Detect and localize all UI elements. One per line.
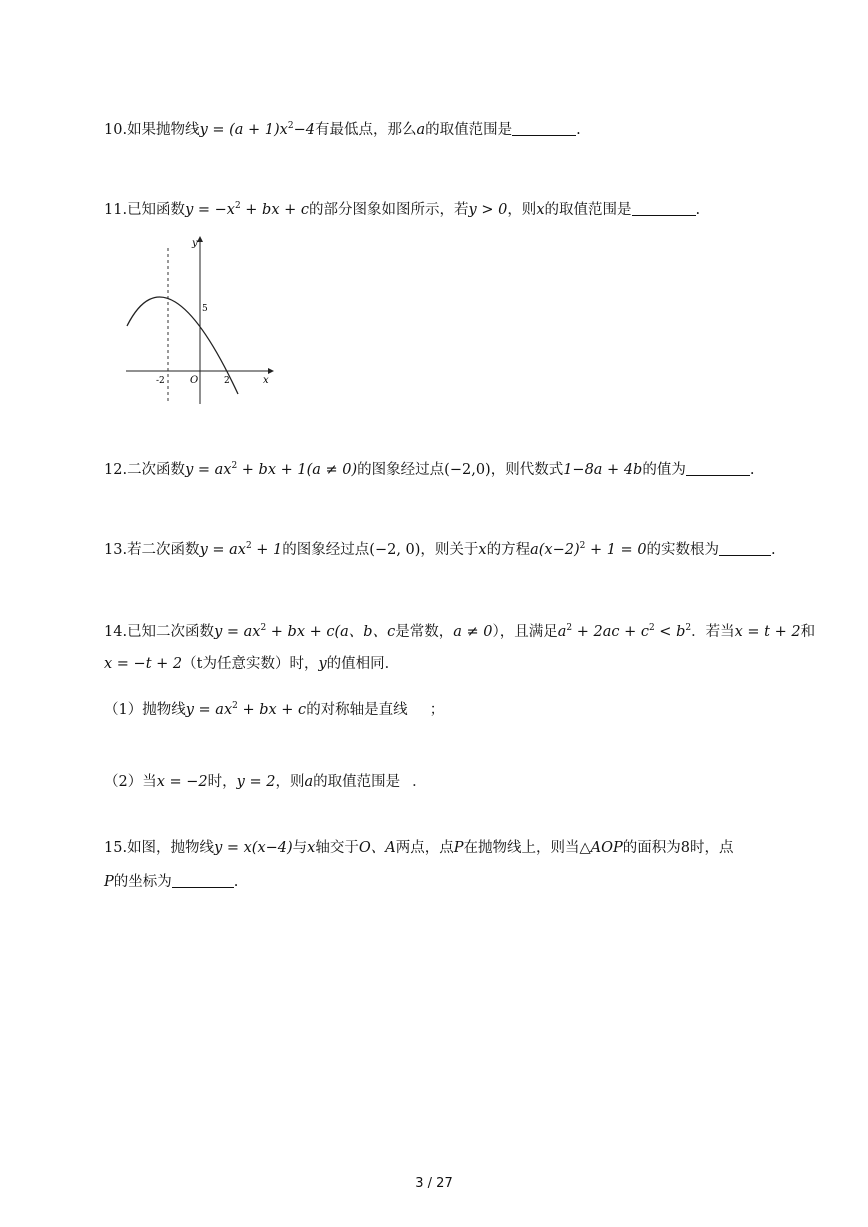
condition-x2: x = −t + 2 <box>104 656 183 672</box>
formula-tail: + 1 <box>251 542 283 558</box>
question-text: 如果抛物线 <box>127 122 200 138</box>
question-text: 是常数， <box>395 624 454 640</box>
question-text: 的值为 <box>642 462 686 478</box>
formula: y = (a + 1)x <box>199 122 288 138</box>
y-axis-label: y <box>192 238 198 249</box>
question-text: ．若当 <box>691 624 735 640</box>
x-axis-arrow <box>268 368 274 374</box>
question-text: 轴交于 <box>315 840 359 856</box>
x-axis-label: x <box>263 375 269 386</box>
variable: P <box>453 840 464 856</box>
answer-blank[interactable] <box>719 541 771 556</box>
formula: y = −x <box>185 202 235 218</box>
question-text: 如图，抛物线 <box>127 840 215 856</box>
formula-tail: + bx + c <box>237 702 307 718</box>
question-14: 14.已知二次函数$y = ax^2$ + bx + c(a、b、c是常数，a ≠ 0），且满足$a^2 + 2ac + c^2 < b^2$．若当x = t + 2和 <box>104 623 816 640</box>
question-text: 若二次函数 <box>127 542 200 558</box>
part-label: （2）当 <box>104 774 157 790</box>
question-text: 时， <box>207 774 237 790</box>
condition-x1: x = t + 2 <box>734 624 801 640</box>
question-text: （t为任意实数）时， <box>182 656 319 672</box>
answer-blank[interactable] <box>172 873 234 888</box>
formula: y = ax <box>214 624 261 640</box>
formula: y = ax <box>199 542 246 558</box>
tick-label-5: 5 <box>202 304 208 314</box>
question-text: 的图象经过点 <box>357 462 445 478</box>
variable: x <box>307 840 316 856</box>
question-14-line2 <box>104 654 399 674</box>
formula-tail: −4 <box>293 122 315 138</box>
question-text: 的对称轴是直线 <box>306 702 408 718</box>
point: (−2, 0) <box>369 542 421 558</box>
question-text: 的取值范围是 <box>425 122 513 138</box>
question-text: 的坐标为 <box>113 874 172 890</box>
question-text: 的面积为8时，点 <box>622 840 734 856</box>
question-number: 10. <box>104 122 128 138</box>
question-text: 的取值范围是 <box>313 774 401 790</box>
answer-blank[interactable] <box>512 121 576 136</box>
question-11: 11.已知函数$y = -x^2$ + bx + c的部分图象如图所示，若y > 0，则x的取值范围是 . <box>104 201 701 218</box>
question-text: 和 <box>800 624 816 640</box>
question-text: 两点，点 <box>395 840 454 856</box>
question-10: 10.如果抛物线$y = (a + 1)x^2-4$有最低点，那么a的取值范围是 . <box>104 121 581 138</box>
question-number: 13. <box>104 542 128 558</box>
question-12: 12.二次函数$y = ax^2$ + bx + 1(a ≠ 0)的图象经过点(−2,0)，则代数式1−8a + 4b的值为 . <box>104 461 755 478</box>
question-text: 二次函数 <box>127 462 186 478</box>
variable: x <box>478 542 487 558</box>
question-text: 的值相同． <box>326 656 400 672</box>
formula-tail: + bx + c <box>240 202 310 218</box>
question-number: 11. <box>104 202 128 218</box>
condition-x: x = −2 <box>156 774 208 790</box>
question-text: ，则代数式 <box>490 462 564 478</box>
question-number: 14. <box>104 624 128 640</box>
parabola-graph <box>122 234 274 408</box>
answer-blank[interactable] <box>632 201 696 216</box>
point: (−2,0) <box>444 462 491 478</box>
answer-blank[interactable] <box>686 461 750 476</box>
variable: x <box>536 202 545 218</box>
question-text: 的图象经过点 <box>282 542 370 558</box>
equation-tail: + 1 = 0 <box>585 542 647 558</box>
variable: a <box>416 122 426 138</box>
question-text: ，则 <box>275 774 305 790</box>
variable: y <box>318 656 327 672</box>
question-13: 13.若二次函数$y = ax^2 + 1$的图象经过点(−2, 0)，则关于x的方程$a(x-2)^2 + 1 = 0$的实数根为 . <box>104 541 776 558</box>
question-number: 15. <box>104 840 128 856</box>
question-number: 12. <box>104 462 128 478</box>
condition: y > 0 <box>468 202 508 218</box>
question-text: 的实数根为 <box>646 542 720 558</box>
question-text: 在抛物线上，则当 <box>463 840 580 856</box>
tick-label-2: 2 <box>224 376 230 386</box>
question-text: 的部分图象如图所示，若 <box>309 202 469 218</box>
question-text: 有最低点，那么 <box>314 122 417 138</box>
answer-blank[interactable] <box>408 702 430 716</box>
question-text: ，则 <box>507 202 537 218</box>
question-text: 的取值范围是 <box>544 202 632 218</box>
triangle: △AOP <box>579 840 623 856</box>
question-14-part-2: （2）当x = −2时，y = 2，则a的取值范围是 ． <box>104 774 427 790</box>
question-text: 与 <box>292 840 308 856</box>
condition: a ≠ 0 <box>453 624 493 640</box>
answer-blank[interactable] <box>400 774 412 788</box>
question-text: ，则关于 <box>420 542 479 558</box>
question-15 <box>104 838 734 858</box>
points: O、A <box>358 840 396 856</box>
question-text: 已知函数 <box>127 202 186 218</box>
condition-y: y = 2 <box>236 774 276 790</box>
formula-tail: + bx + c(a、b、c <box>266 624 396 640</box>
variable: a <box>304 774 314 790</box>
question-text: 已知二次函数 <box>127 624 215 640</box>
expression: 1−8a + 4b <box>563 462 643 478</box>
question-text: ），且满足 <box>492 624 558 640</box>
formula: y = ax <box>185 462 232 478</box>
y-axis-arrow <box>197 236 203 242</box>
inequality: a <box>557 624 567 640</box>
equation: a(x−2) <box>530 542 580 558</box>
variable: P <box>104 874 114 890</box>
question-text: 的方程 <box>486 542 531 558</box>
tick-label-neg2: -2 <box>156 376 165 386</box>
formula: y = ax <box>185 702 233 718</box>
formula: y = x(x−4) <box>214 840 293 856</box>
origin-label: O <box>190 375 199 386</box>
question-15-line2: P的坐标为 . <box>104 874 239 890</box>
parabola-curve <box>127 297 238 394</box>
part-label: （1）抛物线 <box>104 702 186 718</box>
page-number: 3 / 27 <box>415 1176 453 1191</box>
question-14-part-1: （1）抛物线$y = ax^2$ + bx + c的对称轴是直线 ； <box>104 701 445 718</box>
formula-tail: + bx + 1(a ≠ 0) <box>237 462 358 478</box>
